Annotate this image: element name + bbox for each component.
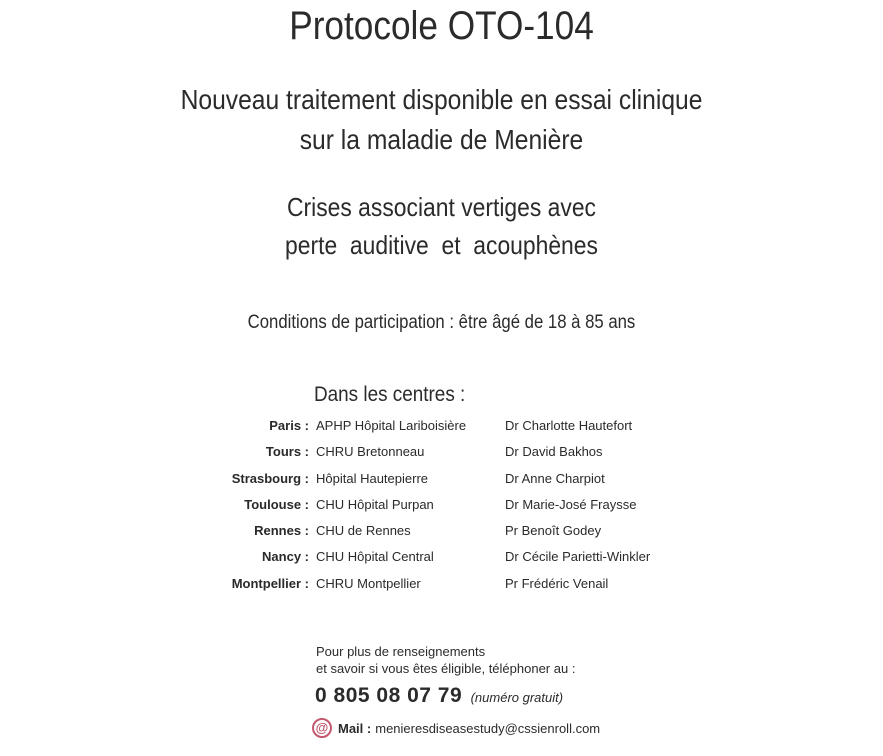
centre-hospital: CHU Hôpital Purpan [316,496,434,512]
centre-row [0,439,883,465]
centre-doctor: Pr Frédéric Venail [505,575,609,591]
centre-city: Paris : [269,418,309,433]
phone-number[interactable]: 0 805 08 07 79 [315,684,463,707]
centre-hospital: CHRU Montpellier [316,575,421,591]
subtitle-line-2: sur la maladie de Menière [299,124,584,155]
centre-hospital: APHP Hôpital Lariboisière [316,418,467,433]
centre-city: Toulouse : [244,496,309,512]
centre-doctor: Dr Cécile Parietti-Winkler [505,549,651,565]
centre-row [0,571,883,597]
centre-row [0,413,883,439]
centre-doctor: Dr Anne Charpiot [505,470,605,486]
phone-line [315,684,563,708]
at-sign-icon: @ [312,718,332,738]
contact-info-line-1: Pour plus de renseignements [316,644,486,659]
centres-heading: Dans les centres : [314,383,466,406]
centre-city: Montpellier : [231,575,309,591]
centre-city: Rennes : [254,523,309,539]
description-line-1: Crises associant vertiges avec [286,192,596,222]
centre-row [0,466,883,492]
phone-note: (numéro gratuit) [470,690,564,705]
centre-row [0,518,883,544]
subtitle-line-1: Nouveau traitement disponible en essai clinique [180,84,703,115]
participation-conditions: Conditions de participation : être âgé de 18 à 85 ans [247,312,636,333]
centre-city: Strasbourg : [231,470,309,486]
centre-hospital: CHU de Rennes [316,523,411,539]
mail-address[interactable]: menieresdiseasestudy@cssienroll.com [375,720,601,736]
centre-hospital: Hôpital Hautepierre [316,470,429,486]
centre-hospital: CHU Hôpital Central [316,549,434,565]
centre-row [0,544,883,570]
centre-hospital: CHRU Bretonneau [316,444,425,460]
centre-doctor: Pr Benoît Godey [505,523,602,539]
mail-line [312,718,600,738]
centre-doctor: Dr Charlotte Hautefort [505,418,633,433]
centre-doctor: Dr Marie-José Fraysse [505,496,637,512]
centre-city: Tours : [265,444,309,460]
contact-info-line-2: et savoir si vous êtes éligible, téléphoner au : [316,661,576,676]
contact-info [316,643,575,677]
centre-row [0,492,883,518]
centre-city: Nancy : [262,549,309,565]
page-title: Protocole OTO-104 [289,4,594,48]
mail-label: Mail : [338,720,372,736]
centre-doctor: Dr David Bakhos [505,444,603,460]
description-line-2: perte auditive et acouphènes [285,230,598,260]
centres-list [0,413,883,597]
symptoms-description [53,188,830,264]
treatment-subtitle [53,80,830,160]
